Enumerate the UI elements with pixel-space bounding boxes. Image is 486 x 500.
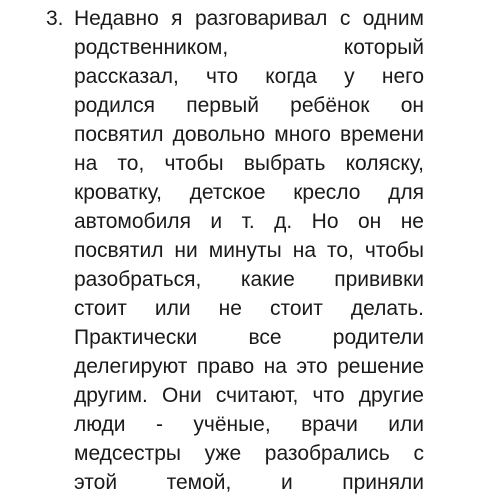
paragraph-line: медсестры уже разобрались с: [74, 442, 424, 465]
paragraph-line: посвятил довольно много времени: [74, 123, 424, 146]
paragraph-line: родственником, который: [74, 36, 424, 59]
paragraph-line: кроватку, детское кресло для: [74, 181, 424, 204]
paragraph-line: люди - учёные, врачи или: [74, 413, 424, 436]
paragraph-line: родился первый ребёнок он: [74, 94, 424, 117]
paragraph-line: этой темой, и приняли: [74, 471, 424, 494]
paragraph-line: Недавно я разговаривал с одним: [74, 7, 424, 30]
paragraph-text: [74, 4, 424, 497]
paragraph-line: автомобиля и т. д. Но он не: [74, 210, 424, 233]
paragraph-line: другим. Они считают, что другие: [74, 384, 424, 407]
paragraph-line: Практически все родители: [74, 326, 424, 349]
paragraph-line: на то, чтобы выбрать коляску,: [74, 152, 424, 175]
paragraph-line: посвятил ни минуты на то, чтобы: [74, 239, 424, 262]
paragraph-line: рассказал, что когда у него: [74, 65, 424, 88]
list-item-number: 3.: [46, 7, 64, 30]
paragraph-line: разобраться, какие прививки: [74, 268, 424, 291]
paragraph-line: делегируют право на это решение: [74, 355, 424, 378]
paragraph-line: стоит или не стоит делать.: [74, 297, 424, 320]
